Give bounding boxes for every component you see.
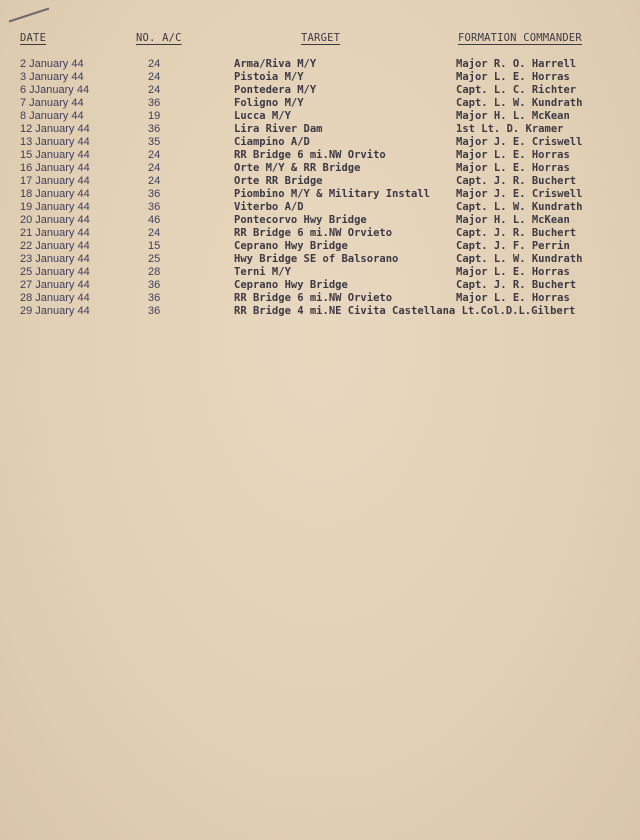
- table-row: [0, 110, 640, 123]
- row-commander: Major H. L. McKean: [456, 110, 570, 122]
- row-date: 20 January 44: [20, 214, 90, 226]
- row-commander: Capt. L. W. Kundrath: [456, 201, 583, 213]
- row-target: Pontedera M/Y: [234, 84, 317, 96]
- row-date: 29 January 44: [20, 305, 90, 317]
- row-target: Ceprano Hwy Bridge: [234, 240, 348, 252]
- row-ac-count: 24: [148, 227, 161, 239]
- row-commander: Capt. J. F. Perrin: [456, 240, 570, 252]
- table-row: [0, 227, 640, 240]
- row-target: Pontecorvo Hwy Bridge: [234, 214, 367, 226]
- row-ac-count: 15: [148, 240, 161, 252]
- row-ac-count: 24: [148, 84, 161, 96]
- row-date: 15 January 44: [20, 149, 90, 161]
- table-row: [0, 84, 640, 97]
- row-commander: Capt. J. R. Buchert: [456, 175, 577, 187]
- table-row: [0, 266, 640, 279]
- row-target: Hwy Bridge SE of Balsorano: [234, 253, 399, 265]
- row-commander: Major J. E. Criswell: [456, 188, 583, 200]
- row-target: RR Bridge 6 mi.NW Orvito: [234, 149, 386, 161]
- row-ac-count: 36: [148, 188, 161, 200]
- table-row: [0, 136, 640, 149]
- row-commander: Capt. L. C. Richter: [456, 84, 577, 96]
- row-commander: Major R. O. Harrell: [456, 58, 577, 70]
- row-ac-count: 36: [148, 279, 161, 291]
- row-ac-count: 24: [148, 149, 161, 161]
- row-date: 2 January 44: [20, 58, 84, 70]
- table-row: [0, 214, 640, 227]
- table-row: [0, 188, 640, 201]
- row-ac-count: 24: [148, 71, 161, 83]
- row-date: 21 January 44: [20, 227, 90, 239]
- row-commander: Capt. J. R. Buchert: [456, 279, 577, 291]
- row-ac-count: 36: [148, 97, 161, 109]
- row-date: 17 January 44: [20, 175, 90, 187]
- row-ac-count: 35: [148, 136, 161, 148]
- row-ac-count: 36: [148, 123, 161, 135]
- row-date: 23 January 44: [20, 253, 90, 265]
- table-row: [0, 253, 640, 266]
- row-target: Orte RR Bridge: [234, 175, 323, 187]
- row-target: RR Bridge 6 mi.NW Orvieto: [234, 292, 393, 304]
- row-date: 25 January 44: [20, 266, 90, 278]
- table-row: [0, 292, 640, 305]
- table-row: [0, 201, 640, 214]
- row-commander: Major L. E. Horras: [456, 71, 570, 83]
- row-date: 18 January 44: [20, 188, 90, 200]
- row-date: 6 JJanuary 44: [20, 84, 90, 96]
- row-target: Orte M/Y & RR Bridge: [234, 162, 361, 174]
- table-row: [0, 162, 640, 175]
- row-target: Ceprano Hwy Bridge: [234, 279, 348, 291]
- table-row: [0, 175, 640, 188]
- row-ac-count: 46: [148, 214, 161, 226]
- row-commander: Major L. E. Horras: [456, 292, 570, 304]
- row-date: 7 January 44: [20, 97, 84, 109]
- row-target: Pistoia M/Y: [234, 71, 304, 83]
- row-ac-count: 36: [148, 292, 161, 304]
- row-target: Lira River Dam: [234, 123, 323, 135]
- row-commander: Capt. L. W. Kundrath: [456, 97, 583, 109]
- row-ac-count: 24: [148, 175, 161, 187]
- table-row: [0, 240, 640, 253]
- row-target: RR Bridge 6 mi.NW Orvieto: [234, 227, 393, 239]
- row-target: Foligno M/Y: [234, 97, 304, 109]
- row-date: 28 January 44: [20, 292, 90, 304]
- table-row: [0, 149, 640, 162]
- row-target: Ciampino A/D: [234, 136, 310, 148]
- row-date: 3 January 44: [20, 71, 84, 83]
- pen-mark: [9, 8, 50, 23]
- row-commander: Major L. E. Horras: [456, 162, 570, 174]
- table-row: [0, 71, 640, 84]
- row-target: Viterbo A/D: [234, 201, 304, 213]
- commander-header: FORMATION COMMANDER: [458, 32, 582, 44]
- row-date: 13 January 44: [20, 136, 90, 148]
- table-row: [0, 279, 640, 292]
- row-target: Arma/Riva M/Y: [234, 58, 317, 70]
- ac-header: NO. A/C: [136, 32, 182, 44]
- table-row: [0, 123, 640, 136]
- row-date: 27 January 44: [20, 279, 90, 291]
- row-ac-count: 36: [148, 305, 161, 317]
- date-header: DATE: [20, 32, 47, 44]
- row-ac-count: 28: [148, 266, 161, 278]
- row-date: 8 January 44: [20, 110, 84, 122]
- table-row: [0, 305, 640, 318]
- row-commander: Capt. J. R. Buchert: [456, 227, 577, 239]
- row-ac-count: 24: [148, 58, 161, 70]
- row-ac-count: 36: [148, 201, 161, 213]
- row-ac-count: 25: [148, 253, 161, 265]
- row-commander: Major J. E. Criswell: [456, 136, 583, 148]
- row-date: 12 January 44: [20, 123, 90, 135]
- row-date: 22 January 44: [20, 240, 90, 252]
- row-commander: 1st Lt. D. Kramer: [456, 123, 564, 135]
- target-header: TARGET: [301, 32, 341, 44]
- row-commander: Major H. L. McKean: [456, 214, 570, 226]
- row-ac-count: 24: [148, 162, 161, 174]
- row-commander: Major L. E. Horras: [456, 149, 570, 161]
- row-target: Terni M/Y: [234, 266, 291, 278]
- row-target: Piombino M/Y & Military Install: [234, 188, 430, 200]
- row-commander: Major L. E. Horras: [456, 266, 570, 278]
- row-commander: Capt. L. W. Kundrath: [456, 253, 583, 265]
- row-date: 19 January 44: [20, 201, 90, 213]
- table-row: [0, 97, 640, 110]
- row-target: Lucca M/Y: [234, 110, 291, 122]
- table-row: [0, 58, 640, 71]
- row-date: 16 January 44: [20, 162, 90, 174]
- row-ac-count: 19: [148, 110, 161, 122]
- row-target-and-commander: RR Bridge 4 mi.NE Civita Castellana Lt.Col.D.L.Gilbert: [234, 305, 576, 317]
